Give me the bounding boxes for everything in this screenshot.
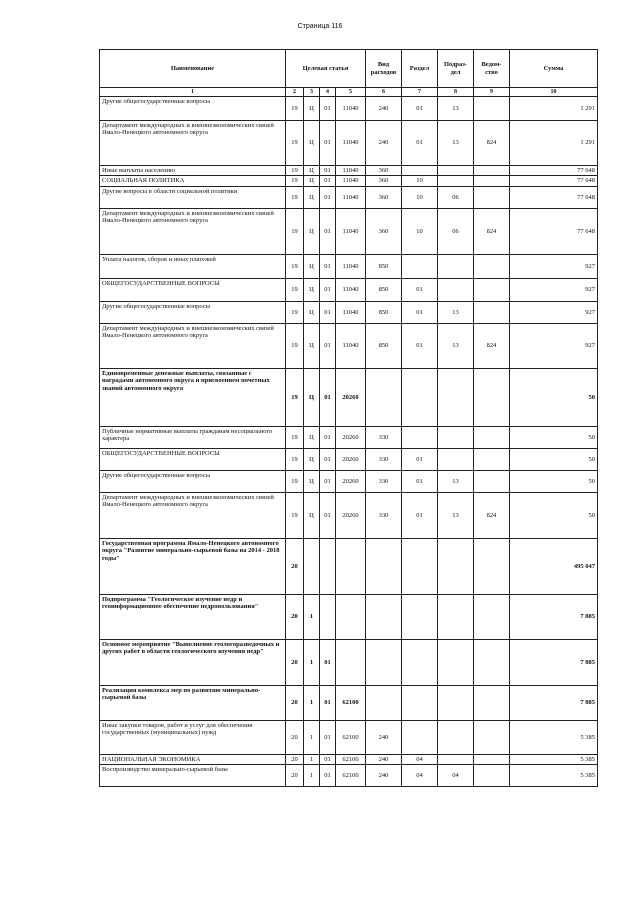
cell-name: Публичные нормативные выплаты гражданам несоциального характера <box>100 426 286 448</box>
cell-razdel: 01 <box>402 323 438 368</box>
cell-subprogram: Ц <box>304 492 320 538</box>
cell-subprogram: Ц <box>304 121 320 166</box>
cell-razdel <box>402 720 438 754</box>
cell-name: Департамент международных и внешнеэкономических связей Ямало-Ненецкого автономного округа <box>100 208 286 254</box>
cell-podrazdel <box>438 368 474 426</box>
cell-vid: 850 <box>366 301 402 323</box>
cell-event: 01 <box>320 186 336 208</box>
cell-vedomstvo <box>474 685 510 720</box>
cell-subprogram <box>304 538 320 594</box>
cell-summa: 7 885 <box>510 594 598 639</box>
table-row <box>100 186 598 208</box>
cell-vid: 850 <box>366 254 402 278</box>
table-row <box>100 368 598 426</box>
cell-vid <box>366 368 402 426</box>
header-target-article: Целевая статья <box>286 50 366 88</box>
cell-direction: 11040 <box>336 97 366 121</box>
cell-vid: 240 <box>366 765 402 787</box>
table-row <box>100 470 598 492</box>
cell-vedomstvo <box>474 368 510 426</box>
cell-direction: 62100 <box>336 765 366 787</box>
cell-program: 19 <box>286 186 304 208</box>
table-row <box>100 448 598 470</box>
cell-event: 01 <box>320 121 336 166</box>
cell-podrazdel <box>438 639 474 685</box>
cell-program: 19 <box>286 448 304 470</box>
cell-summa: 77 648 <box>510 208 598 254</box>
table-row <box>100 720 598 754</box>
cell-event: 01 <box>320 639 336 685</box>
cell-name: Другие общегосударственные вопросы <box>100 97 286 121</box>
cell-vid: 850 <box>366 323 402 368</box>
cell-vedomstvo <box>474 765 510 787</box>
cell-name: Государственная программа Ямало-Ненецкого автономного округа "Развитие минерально-сырьевой базы на 2014 - 2018 годы" <box>100 538 286 594</box>
table-row <box>100 765 598 787</box>
cell-program: 19 <box>286 368 304 426</box>
col-number: 1 <box>100 88 286 97</box>
cell-razdel: 10 <box>402 176 438 186</box>
cell-event: 01 <box>320 97 336 121</box>
cell-summa: 77 648 <box>510 186 598 208</box>
cell-name: Другие общегосударственные вопросы <box>100 470 286 492</box>
cell-summa: 5 385 <box>510 720 598 754</box>
cell-direction: 20260 <box>336 368 366 426</box>
cell-podrazdel <box>438 720 474 754</box>
cell-name: Департамент международных и внешнеэкономических связей Ямало-Ненецкого автономного округа <box>100 492 286 538</box>
cell-razdel: 04 <box>402 765 438 787</box>
cell-event: 01 <box>320 720 336 754</box>
cell-direction: 11040 <box>336 278 366 301</box>
cell-vedomstvo <box>474 278 510 301</box>
cell-vid: 850 <box>366 278 402 301</box>
cell-vid: 240 <box>366 754 402 764</box>
cell-direction: 62100 <box>336 754 366 764</box>
cell-summa: 927 <box>510 323 598 368</box>
cell-podrazdel <box>438 754 474 764</box>
cell-program: 19 <box>286 492 304 538</box>
cell-direction: 20260 <box>336 470 366 492</box>
header-vedomstvo: Ведом-ство <box>474 50 510 88</box>
table-row <box>100 754 598 764</box>
cell-vid: 360 <box>366 176 402 186</box>
page-number: Страница 116 <box>297 23 343 30</box>
cell-subprogram: Ц <box>304 176 320 186</box>
header-vid: Вид расходов <box>366 50 402 88</box>
cell-name: Единовременные денежные выплаты, связанные с наградами автономного округа и присвоением почетных званий автономного округа <box>100 368 286 426</box>
cell-vid: 330 <box>366 470 402 492</box>
cell-podrazdel <box>438 538 474 594</box>
cell-name: Другие общегосударственные вопросы <box>100 301 286 323</box>
cell-summa: 495 047 <box>510 538 598 594</box>
cell-program: 19 <box>286 208 304 254</box>
cell-name: Иные закупки товаров, работ и услуг для обеспечения государственных (муниципальных) нужд <box>100 720 286 754</box>
col-number: 10 <box>510 88 598 97</box>
cell-vedomstvo <box>474 426 510 448</box>
cell-vedomstvo <box>474 754 510 764</box>
cell-podrazdel <box>438 685 474 720</box>
cell-subprogram: Ц <box>304 97 320 121</box>
cell-subprogram: Ц <box>304 368 320 426</box>
cell-program: 20 <box>286 594 304 639</box>
table-row <box>100 176 598 186</box>
cell-summa: 1 291 <box>510 121 598 166</box>
cell-event: 01 <box>320 492 336 538</box>
cell-razdel: 01 <box>402 448 438 470</box>
cell-program: 19 <box>286 323 304 368</box>
cell-direction: 11040 <box>336 254 366 278</box>
cell-razdel <box>402 685 438 720</box>
table-row <box>100 97 598 121</box>
cell-vedomstvo: 824 <box>474 492 510 538</box>
table-row <box>100 685 598 720</box>
cell-direction: 11040 <box>336 166 366 176</box>
cell-event: 01 <box>320 765 336 787</box>
cell-vid: 330 <box>366 492 402 538</box>
cell-direction: 11040 <box>336 323 366 368</box>
budget-table <box>99 49 598 787</box>
cell-vid: 360 <box>366 186 402 208</box>
cell-podrazdel <box>438 176 474 186</box>
cell-podrazdel <box>438 594 474 639</box>
cell-direction: 11040 <box>336 208 366 254</box>
cell-vid <box>366 538 402 594</box>
cell-vedomstvo <box>474 301 510 323</box>
cell-razdel <box>402 254 438 278</box>
cell-direction: 11040 <box>336 121 366 166</box>
cell-podrazdel <box>438 254 474 278</box>
cell-program: 19 <box>286 470 304 492</box>
cell-direction: 11040 <box>336 301 366 323</box>
cell-subprogram: 1 <box>304 754 320 764</box>
cell-direction: 20260 <box>336 448 366 470</box>
col-number: 4 <box>320 88 336 97</box>
cell-vedomstvo <box>474 594 510 639</box>
cell-podrazdel: 13 <box>438 323 474 368</box>
cell-direction: 11040 <box>336 186 366 208</box>
cell-program: 19 <box>286 426 304 448</box>
cell-event <box>320 594 336 639</box>
cell-razdel: 01 <box>402 301 438 323</box>
col-number: 3 <box>304 88 320 97</box>
cell-subprogram: Ц <box>304 166 320 176</box>
cell-summa: 50 <box>510 368 598 426</box>
cell-vid: 240 <box>366 720 402 754</box>
cell-subprogram: Ц <box>304 278 320 301</box>
cell-vedomstvo <box>474 639 510 685</box>
col-number: 8 <box>438 88 474 97</box>
cell-summa: 77 648 <box>510 176 598 186</box>
cell-razdel <box>402 426 438 448</box>
cell-vid: 330 <box>366 426 402 448</box>
cell-vid <box>366 594 402 639</box>
cell-podrazdel: 06 <box>438 208 474 254</box>
table-row <box>100 301 598 323</box>
cell-program: 19 <box>286 176 304 186</box>
cell-vedomstvo: 824 <box>474 121 510 166</box>
table-row <box>100 278 598 301</box>
cell-vedomstvo <box>474 538 510 594</box>
cell-program: 20 <box>286 754 304 764</box>
cell-subprogram: Ц <box>304 186 320 208</box>
cell-summa: 5 385 <box>510 765 598 787</box>
cell-summa: 5 385 <box>510 754 598 764</box>
cell-podrazdel <box>438 448 474 470</box>
cell-direction <box>336 594 366 639</box>
cell-vid <box>366 639 402 685</box>
cell-name: Другие вопросы в области социальной политики <box>100 186 286 208</box>
cell-event: 01 <box>320 278 336 301</box>
cell-podrazdel: 13 <box>438 492 474 538</box>
cell-program: 19 <box>286 166 304 176</box>
cell-name: Уплата налогов, сборов и иных платежей <box>100 254 286 278</box>
cell-name: Иные выплаты населению <box>100 166 286 176</box>
cell-program: 19 <box>286 278 304 301</box>
cell-event: 01 <box>320 166 336 176</box>
cell-name: СОЦИАЛЬНАЯ ПОЛИТИКА <box>100 176 286 186</box>
table-row <box>100 208 598 254</box>
cell-event <box>320 538 336 594</box>
cell-name: Реализация комплекса мер по развитию минерально-сырьевой базы <box>100 685 286 720</box>
cell-razdel: 01 <box>402 278 438 301</box>
cell-vedomstvo <box>474 720 510 754</box>
cell-summa: 50 <box>510 492 598 538</box>
cell-direction <box>336 538 366 594</box>
cell-vedomstvo: 824 <box>474 208 510 254</box>
cell-program: 20 <box>286 765 304 787</box>
col-number: 5 <box>336 88 366 97</box>
cell-event: 01 <box>320 470 336 492</box>
cell-program: 19 <box>286 121 304 166</box>
cell-razdel: 01 <box>402 492 438 538</box>
cell-vedomstvo <box>474 97 510 121</box>
cell-summa: 50 <box>510 470 598 492</box>
table-row <box>100 254 598 278</box>
cell-name: Основное мероприятие "Выполнение геологоразведочных и других работ в области геологического изучения недр" <box>100 639 286 685</box>
col-number: 7 <box>402 88 438 97</box>
cell-razdel: 01 <box>402 121 438 166</box>
header-summa: Сумма <box>510 50 598 88</box>
cell-razdel: 01 <box>402 470 438 492</box>
cell-vid: 360 <box>366 208 402 254</box>
cell-razdel: 10 <box>402 208 438 254</box>
cell-summa: 50 <box>510 426 598 448</box>
cell-vedomstvo <box>474 186 510 208</box>
cell-name: Воспроизводство минерально-сырьевой базы <box>100 765 286 787</box>
table-row <box>100 166 598 176</box>
cell-razdel: 04 <box>402 754 438 764</box>
cell-name: ОБЩЕГОСУДАРСТВЕННЫЕ ВОПРОСЫ <box>100 278 286 301</box>
cell-subprogram: Ц <box>304 448 320 470</box>
cell-razdel <box>402 166 438 176</box>
cell-podrazdel <box>438 278 474 301</box>
cell-subprogram: Ц <box>304 301 320 323</box>
cell-program: 19 <box>286 254 304 278</box>
cell-podrazdel <box>438 166 474 176</box>
cell-program: 20 <box>286 538 304 594</box>
cell-event: 01 <box>320 754 336 764</box>
cell-event: 01 <box>320 368 336 426</box>
column-number-row <box>100 88 598 97</box>
cell-podrazdel <box>438 426 474 448</box>
cell-subprogram: 1 <box>304 594 320 639</box>
cell-vid: 240 <box>366 97 402 121</box>
table-row <box>100 323 598 368</box>
cell-direction: 62100 <box>336 720 366 754</box>
cell-subprogram: 1 <box>304 639 320 685</box>
cell-podrazdel: 04 <box>438 765 474 787</box>
cell-direction: 20260 <box>336 492 366 538</box>
cell-vedomstvo <box>474 254 510 278</box>
header-name: Наименование <box>100 50 286 88</box>
cell-subprogram: 1 <box>304 720 320 754</box>
cell-vedomstvo: 824 <box>474 323 510 368</box>
col-number: 6 <box>366 88 402 97</box>
cell-podrazdel: 06 <box>438 186 474 208</box>
cell-program: 20 <box>286 720 304 754</box>
cell-razdel <box>402 639 438 685</box>
cell-vid: 360 <box>366 166 402 176</box>
cell-subprogram: Ц <box>304 208 320 254</box>
col-number: 2 <box>286 88 304 97</box>
header-podrazdel: Подраз-дел <box>438 50 474 88</box>
cell-razdel <box>402 368 438 426</box>
cell-summa: 7 885 <box>510 685 598 720</box>
cell-event: 01 <box>320 301 336 323</box>
cell-program: 19 <box>286 301 304 323</box>
cell-direction: 20260 <box>336 426 366 448</box>
cell-vedomstvo <box>474 470 510 492</box>
table-row <box>100 426 598 448</box>
cell-program: 19 <box>286 97 304 121</box>
cell-vid: 240 <box>366 121 402 166</box>
cell-name: НАЦИОНАЛЬНАЯ ЭКОНОМИКА <box>100 754 286 764</box>
cell-event: 01 <box>320 254 336 278</box>
cell-vedomstvo <box>474 448 510 470</box>
cell-event: 01 <box>320 323 336 368</box>
cell-name: Подпрограмма "Геологическое изучение недр и геоинформационное обеспечение недропользования" <box>100 594 286 639</box>
cell-name: ОБЩЕГОСУДАРСТВЕННЫЕ ВОПРОСЫ <box>100 448 286 470</box>
cell-event: 01 <box>320 685 336 720</box>
table-row <box>100 639 598 685</box>
cell-name: Департамент международных и внешнеэкономических связей Ямало-Ненецкого автономного округа <box>100 323 286 368</box>
cell-razdel <box>402 538 438 594</box>
header-razdel: Раздел <box>402 50 438 88</box>
cell-subprogram: 1 <box>304 685 320 720</box>
cell-direction <box>336 639 366 685</box>
cell-podrazdel: 13 <box>438 470 474 492</box>
table-body <box>100 97 598 787</box>
cell-razdel: 01 <box>402 97 438 121</box>
cell-podrazdel: 13 <box>438 121 474 166</box>
table-row <box>100 538 598 594</box>
table-row <box>100 492 598 538</box>
cell-direction: 11040 <box>336 176 366 186</box>
cell-subprogram: Ц <box>304 254 320 278</box>
cell-vedomstvo <box>474 166 510 176</box>
cell-summa: 927 <box>510 301 598 323</box>
cell-razdel: 10 <box>402 186 438 208</box>
cell-summa: 927 <box>510 278 598 301</box>
cell-event: 01 <box>320 448 336 470</box>
cell-subprogram: Ц <box>304 323 320 368</box>
cell-podrazdel: 13 <box>438 97 474 121</box>
cell-subprogram: Ц <box>304 470 320 492</box>
cell-name: Департамент международных и внешнеэкономических связей Ямало-Ненецкого автономного округа <box>100 121 286 166</box>
cell-summa: 50 <box>510 448 598 470</box>
cell-summa: 927 <box>510 254 598 278</box>
cell-event: 01 <box>320 426 336 448</box>
cell-summa: 1 291 <box>510 97 598 121</box>
cell-vid <box>366 685 402 720</box>
cell-program: 20 <box>286 639 304 685</box>
cell-summa: 7 885 <box>510 639 598 685</box>
cell-subprogram: Ц <box>304 426 320 448</box>
cell-event: 01 <box>320 208 336 254</box>
header-row <box>100 50 598 88</box>
table-row <box>100 121 598 166</box>
cell-direction: 62100 <box>336 685 366 720</box>
cell-vedomstvo <box>474 176 510 186</box>
cell-summa: 77 648 <box>510 166 598 176</box>
cell-subprogram: 1 <box>304 765 320 787</box>
cell-vid: 330 <box>366 448 402 470</box>
cell-razdel <box>402 594 438 639</box>
cell-podrazdel: 13 <box>438 301 474 323</box>
cell-event: 01 <box>320 176 336 186</box>
table-row <box>100 594 598 639</box>
col-number: 9 <box>474 88 510 97</box>
cell-program: 20 <box>286 685 304 720</box>
